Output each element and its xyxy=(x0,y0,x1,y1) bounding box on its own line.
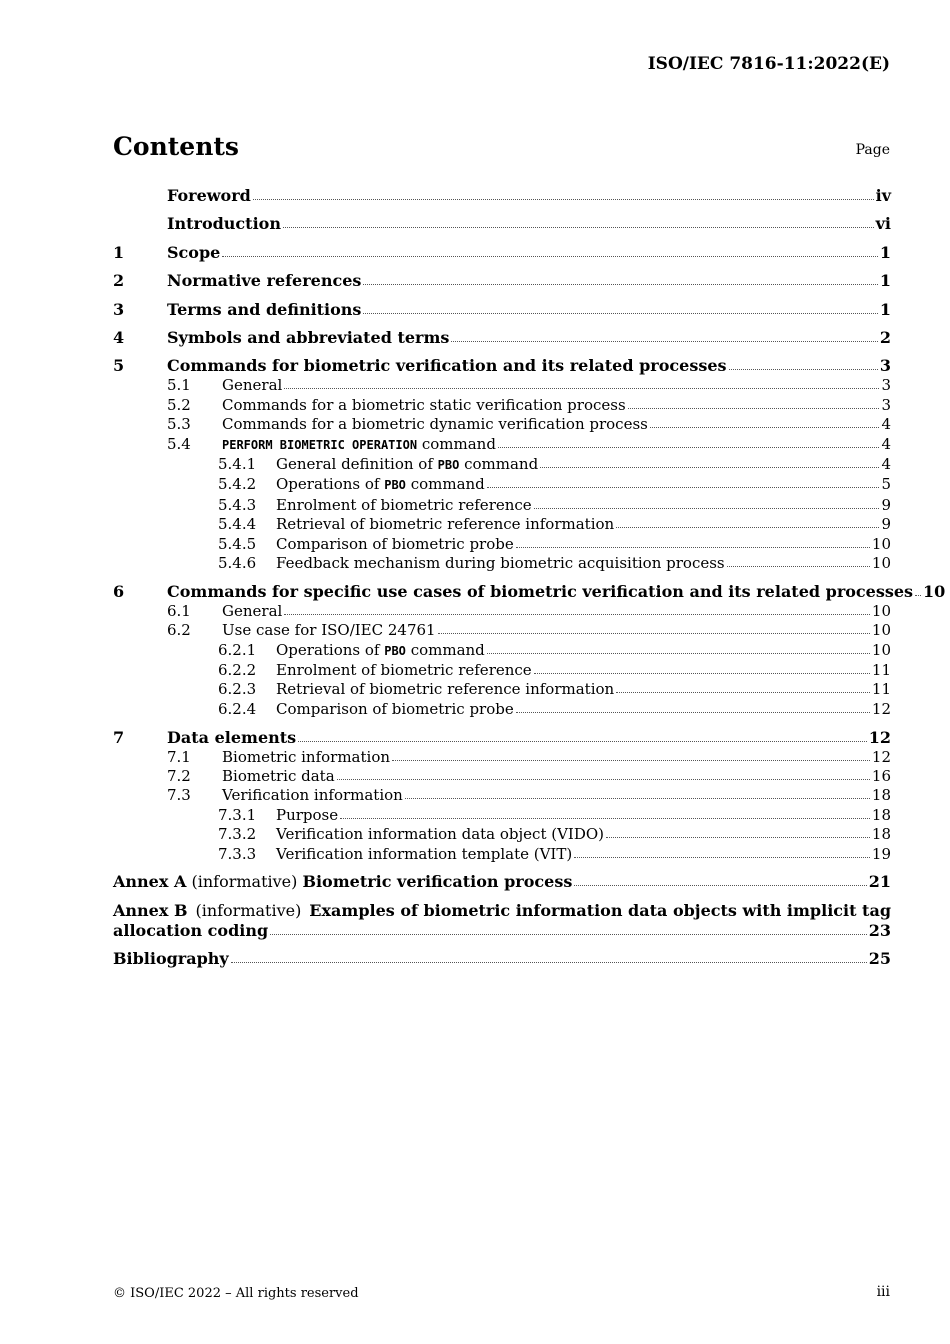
toc-entry[interactable] xyxy=(113,415,891,434)
toc-entry[interactable] xyxy=(113,825,891,844)
annex-b-label: Annex B xyxy=(113,900,188,920)
dot-leader xyxy=(650,427,880,428)
toc-entry[interactable] xyxy=(113,396,891,415)
annex-a-kind: (informative) xyxy=(191,872,298,892)
toc-entry[interactable] xyxy=(113,581,946,602)
toc-entry-number: 5.1 xyxy=(167,376,191,395)
dot-leader xyxy=(270,934,867,935)
command-name: PBO xyxy=(384,478,406,493)
toc-entry-page: 3 xyxy=(879,356,891,376)
toc-entry-annex-a[interactable] xyxy=(113,872,891,892)
toc-entry-number: 5.4.5 xyxy=(218,534,257,553)
dot-leader xyxy=(516,547,870,548)
toc-entry-number: 1 xyxy=(113,242,125,262)
toc-entry-title: Normative references xyxy=(167,271,362,291)
dot-leader xyxy=(534,508,880,509)
toc-entry-number: 4 xyxy=(113,327,125,347)
toc-entries xyxy=(113,186,946,864)
dot-leader xyxy=(606,837,870,838)
toc-entry-title: Commands for a biometric dynamic verification process xyxy=(222,415,648,434)
dot-leader xyxy=(284,614,870,615)
toc-entry-title: General xyxy=(222,601,283,620)
toc-entry-title: Commands for a biometric static verification process xyxy=(222,395,626,414)
annex-b-title-line2: allocation coding xyxy=(113,920,269,940)
dot-leader xyxy=(283,227,874,228)
dot-leader xyxy=(298,741,867,742)
toc-entry[interactable] xyxy=(113,786,891,805)
toc-entry-number: 5.4.3 xyxy=(218,495,257,514)
toc-entry-title: Biometric information xyxy=(222,747,391,766)
toc-entry-page: 12 xyxy=(871,699,891,718)
toc-entry[interactable] xyxy=(113,806,891,825)
toc-entry-title xyxy=(276,475,485,495)
toc-entry[interactable] xyxy=(113,845,891,864)
toc-entry-number: 7.3.2 xyxy=(218,825,257,844)
dot-leader xyxy=(498,447,880,448)
dot-leader xyxy=(616,692,870,693)
toc-entry-title: Enrolment of biometric reference xyxy=(276,661,532,680)
command-name: PERFORM BIOMETRIC OPERATION xyxy=(222,437,418,452)
toc-entry-number: 2 xyxy=(113,271,125,291)
toc-entry[interactable] xyxy=(113,271,891,291)
dot-leader xyxy=(574,885,866,886)
dot-leader xyxy=(405,798,870,799)
toc-entry-number: 5.4.1 xyxy=(218,454,257,473)
command-name: PBO xyxy=(437,457,460,472)
toc-entry-number: 6.1 xyxy=(167,601,191,620)
toc-entry-page: 11 xyxy=(871,680,891,699)
toc-entry-number: 3 xyxy=(113,299,125,319)
toc-entry-page: 5 xyxy=(881,475,891,494)
toc-entry-title-suffix: command xyxy=(459,454,539,473)
toc-entry[interactable] xyxy=(113,496,891,515)
document-id: ISO/IEC 7816-11:2022(E) xyxy=(647,54,890,74)
toc-entry-title-text: Operations of xyxy=(276,475,385,494)
toc-entry-title: Verification information template (VIT) xyxy=(276,844,573,863)
table-of-contents xyxy=(113,186,946,969)
toc-entry-title: Scope xyxy=(167,242,221,262)
annex-b-title-line1: Examples of biometric information data objects with implicit tag xyxy=(309,900,891,920)
dot-leader xyxy=(222,256,878,257)
toc-entry-number: 5.4 xyxy=(167,434,191,453)
dot-leader xyxy=(727,566,870,567)
toc-entry-title: Terms and definitions xyxy=(167,299,362,319)
toc-entry-page: 10 xyxy=(871,554,891,572)
dot-leader xyxy=(574,857,870,858)
toc-entry-number: 7.1 xyxy=(167,747,191,766)
toc-entry-number: 6.2.2 xyxy=(218,661,257,680)
annex-b-kind: (informative) xyxy=(195,900,302,920)
toc-entry-page: vi xyxy=(875,214,891,234)
dot-leader xyxy=(729,369,878,370)
toc-entry[interactable] xyxy=(113,328,891,348)
toc-entry[interactable] xyxy=(113,515,891,534)
toc-entry-title: Commands for biometric verification and its related processes xyxy=(167,356,727,376)
toc-entry-page: 1 xyxy=(879,299,891,319)
dot-leader xyxy=(628,408,880,409)
toc-entry-number: 5 xyxy=(113,356,125,376)
dot-leader xyxy=(487,653,870,654)
toc-entry-title-text: command xyxy=(417,434,496,453)
toc-entry-page: 10 xyxy=(871,621,891,640)
toc-entry-page: 10 xyxy=(923,581,946,601)
dot-leader xyxy=(534,673,870,674)
annex-a-page: 21 xyxy=(868,872,891,892)
toc-entry-number: 5.2 xyxy=(167,395,191,414)
toc-entry-page: 1 xyxy=(879,271,891,291)
toc-entry[interactable] xyxy=(113,243,891,263)
toc-entry-number: 7.3 xyxy=(167,786,191,805)
toc-entry[interactable] xyxy=(113,376,891,395)
toc-entry-page: 4 xyxy=(881,454,891,473)
toc-entry-page: 19 xyxy=(871,844,891,863)
toc-entry-page: 4 xyxy=(881,415,891,434)
toc-entry-page: 9 xyxy=(881,515,891,534)
toc-entry-page: 10 xyxy=(871,640,891,659)
toc-entry-bibliography[interactable] xyxy=(113,949,891,969)
dot-leader xyxy=(363,284,877,285)
toc-entry-title: Enrolment of biometric reference xyxy=(276,495,532,514)
dot-leader xyxy=(516,712,870,713)
toc-entry[interactable] xyxy=(113,554,891,573)
toc-entry-number: 6.2.1 xyxy=(218,640,257,659)
toc-entry-number: 5.3 xyxy=(167,415,191,434)
dot-leader xyxy=(392,760,870,761)
toc-entry-page: 10 xyxy=(871,534,891,553)
toc-entry-number: 5.4.2 xyxy=(218,475,257,494)
toc-entry[interactable] xyxy=(113,475,891,495)
toc-entry-number: 6.2.4 xyxy=(218,699,257,718)
toc-entry-title-suffix: command xyxy=(405,640,485,659)
bibliography-title: Bibliography xyxy=(113,949,229,969)
toc-entry-page: 9 xyxy=(881,495,891,514)
dot-leader xyxy=(231,962,867,963)
dot-leader xyxy=(340,818,870,819)
dot-leader xyxy=(915,595,921,596)
toc-entry-title: Purpose xyxy=(276,805,339,824)
toc-entry-number: 7.3.3 xyxy=(218,844,257,863)
toc-entry-number: 6.2 xyxy=(167,621,191,640)
toc-entry[interactable] xyxy=(113,186,891,206)
dot-leader xyxy=(284,388,879,389)
annex-a-title: Biometric verification process xyxy=(302,872,573,892)
dot-leader xyxy=(438,633,870,634)
toc-entry-title: Commands for specific use cases of biometric verification and its related processes xyxy=(167,581,914,601)
toc-entry[interactable] xyxy=(113,214,891,234)
toc-entry-number: 7 xyxy=(113,727,125,747)
toc-entry-title: Comparison of biometric probe xyxy=(276,534,514,553)
toc-entry-page: 3 xyxy=(881,395,891,414)
toc-entry[interactable] xyxy=(113,641,891,661)
command-name: PBO xyxy=(384,643,406,658)
footer-page-number: iii xyxy=(876,1284,890,1300)
toc-entry-number: 5.4.4 xyxy=(218,515,257,534)
toc-entry-number: 6.2.3 xyxy=(218,680,257,699)
toc-entry-title: Feedback mechanism during biometric acquisition process xyxy=(276,554,725,572)
toc-entry[interactable] xyxy=(113,728,891,748)
toc-entry-title-text: General definition of xyxy=(276,454,438,473)
toc-entry-title: Comparison of biometric probe xyxy=(276,699,514,718)
toc-entry-title: Verification information xyxy=(222,786,403,805)
toc-entry[interactable] xyxy=(113,602,891,621)
toc-entry-page: 11 xyxy=(871,661,891,680)
toc-entry[interactable] xyxy=(113,535,891,554)
toc-entry-title: Retrieval of biometric reference information xyxy=(276,680,615,699)
bibliography-page: 25 xyxy=(868,949,891,969)
toc-entry-title-text: Operations of xyxy=(276,640,385,659)
toc-entry[interactable] xyxy=(113,748,891,767)
toc-entry-page: 18 xyxy=(871,786,891,805)
toc-entry-number: 5.4.6 xyxy=(218,554,257,572)
toc-entry-page: 10 xyxy=(871,601,891,620)
toc-entry-page: 16 xyxy=(871,767,891,786)
toc-entry-title: Biometric data xyxy=(222,767,335,786)
toc-entry-number: 7.2 xyxy=(167,767,191,786)
toc-entry-title: Data elements xyxy=(167,727,297,747)
toc-entry-title: Introduction xyxy=(167,214,281,234)
toc-entry-title: Retrieval of biometric reference information xyxy=(276,515,615,534)
toc-entry[interactable] xyxy=(113,767,891,786)
toc-entry-title-suffix: command xyxy=(405,475,485,494)
toc-entry-page: 2 xyxy=(879,327,891,347)
toc-entry-annex-b[interactable] xyxy=(113,901,891,941)
toc-entry[interactable] xyxy=(113,300,891,320)
annex-b-page: 23 xyxy=(868,920,891,940)
dot-leader xyxy=(363,313,877,314)
toc-entry-title: Verification information data object (VIDO) xyxy=(276,825,605,844)
toc-entry-title xyxy=(222,435,496,455)
toc-entry-page: 18 xyxy=(871,805,891,824)
page-column-label: Page xyxy=(855,142,890,158)
toc-entry-title xyxy=(276,641,485,661)
toc-entry-page: 18 xyxy=(871,825,891,844)
toc-entry-page: iv xyxy=(875,186,891,205)
toc-entry[interactable] xyxy=(113,455,891,475)
toc-entry[interactable] xyxy=(113,356,891,376)
annex-a-label: Annex A xyxy=(113,872,187,892)
dot-leader xyxy=(540,467,879,468)
toc-entry-page: 1 xyxy=(879,242,891,262)
toc-entry-page: 12 xyxy=(871,747,891,766)
dot-leader xyxy=(487,487,880,488)
toc-entry-title: General xyxy=(222,376,283,395)
toc-entry[interactable] xyxy=(113,435,891,455)
toc-entry-page: 3 xyxy=(881,376,891,395)
page-title: Contents xyxy=(113,132,240,161)
dot-leader xyxy=(337,779,870,780)
toc-entry-title xyxy=(276,455,538,475)
dot-leader xyxy=(616,527,879,528)
toc-entry[interactable] xyxy=(113,621,891,640)
toc-entry[interactable] xyxy=(113,661,891,680)
toc-entry-title: Foreword xyxy=(167,186,251,205)
toc-entry-page: 4 xyxy=(881,434,891,453)
footer-copyright: © ISO/IEC 2022 – All rights reserved xyxy=(113,1286,359,1301)
toc-entry-title: Symbols and abbreviated terms xyxy=(167,327,450,347)
dot-leader xyxy=(253,199,874,200)
dot-leader xyxy=(451,341,877,342)
toc-entry-title: Use case for ISO/IEC 24761 xyxy=(222,621,436,640)
toc-entry-number: 7.3.1 xyxy=(218,805,257,824)
toc-entry-number: 6 xyxy=(113,581,125,601)
toc-entry[interactable] xyxy=(113,680,891,699)
toc-entry-page: 12 xyxy=(868,727,891,747)
toc-entry[interactable] xyxy=(113,700,891,719)
